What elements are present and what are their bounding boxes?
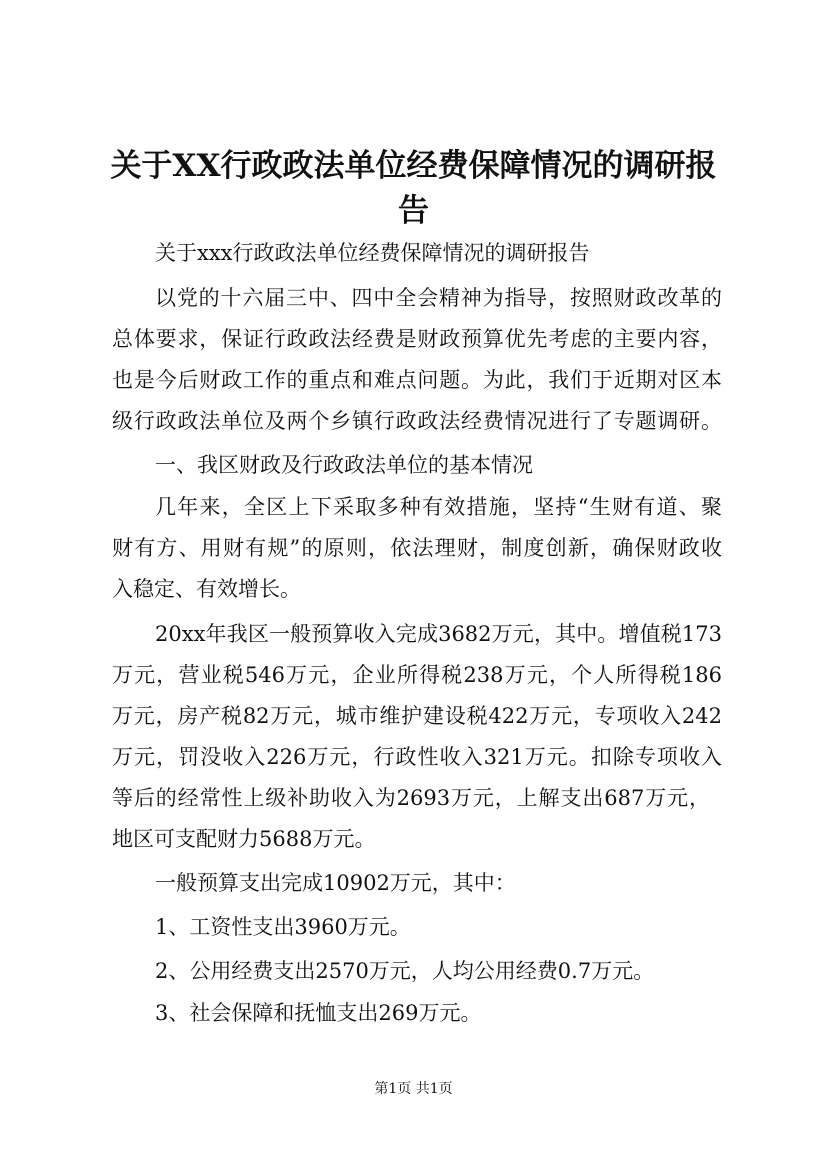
body-line-9: 20xx年我区一般预算收入完成3682万元，其中。增值税173 [155,622,722,646]
body-line-13: 等后的经常性上级补助收入为2693万元，上解支出687万元， [112,786,710,810]
page-footer: 第1页 共1页 [374,1081,453,1097]
body-line-subtitle: 关于xxx行政政法单位经费保障情况的调研报告 [155,241,590,265]
body-line-3: 也是今后财政工作的重点和难点问题。为此，我们于近期对区本 [112,368,722,392]
list-item-3: 3、社会保障和抚恤支出269万元。 [155,1001,482,1025]
list-item-2: 2、公用经费支出2570万元，人均公用经费0.7万元。 [155,959,655,983]
document-title-line-1: 关于XX行政政法单位经费保障情况的调研报 [110,148,717,184]
list-item-1: 1、工资性支出3960万元。 [155,915,411,939]
body-line-2: 总体要求，保证行政政法经费是财政预算优先考虑的主要内容， [112,327,722,351]
body-line-4: 级行政政法单位及两个乡镇行政政法经费情况进行了专题调研。 [112,409,722,433]
body-line-10: 万元，营业税546万元，企业所得税238万元，个人所得税186 [112,663,722,687]
body-line-11: 万元，房产税82万元，城市维护建设税422万元，专项收入242 [112,704,722,728]
body-line-6: 几年来，全区上下采取多种有效措施，坚持“生财有道、聚 [155,495,722,519]
body-line-8: 入稳定、有效增长。 [112,577,301,601]
body-line-14: 地区可支配财力5688万元。 [112,827,376,851]
document-title-line-2: 告 [398,193,429,229]
body-line-1: 以党的十六届三中、四中全会精神为指导，按照财政改革的 [155,286,722,310]
body-line-7: 财有方、用财有规”的原则，依法理财，制度创新，确保财政收 [112,536,722,560]
body-line-15: 一般预算支出完成10902万元，其中： [155,871,516,895]
section-heading-1: 一、我区财政及行政政法单位的基本情况 [155,453,533,477]
body-line-12: 万元，罚没收入226万元，行政性收入321万元。扣除专项收入 [112,745,722,769]
